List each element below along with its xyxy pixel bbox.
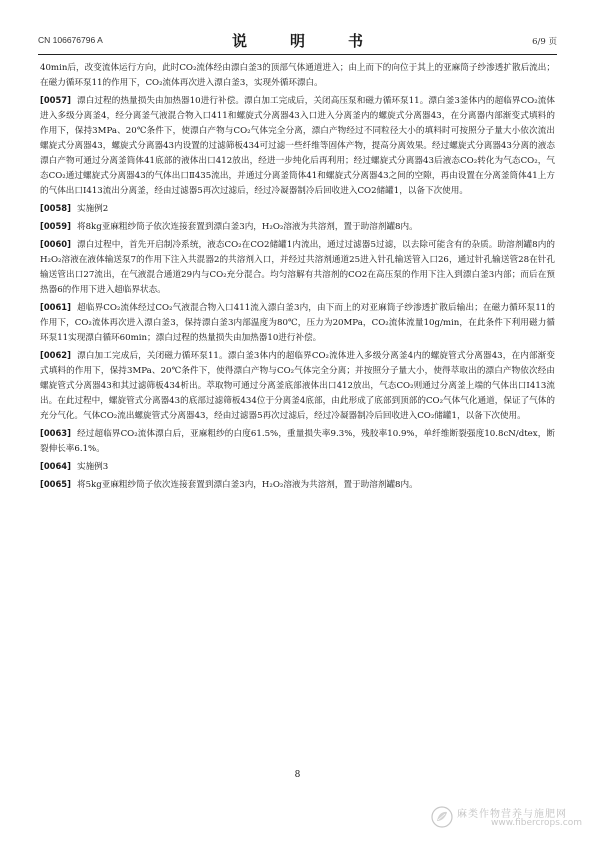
paragraph-text: 将8kg亚麻粗纱筒子依次连接套置到漂白釜3内，H₂O₂溶液为共溶剂，置于助溶剂罐8内。 — [76, 222, 418, 232]
document-body — [40, 61, 555, 495]
paragraph-number: [0059] — [40, 221, 71, 231]
paragraph-number: [0058] — [40, 203, 71, 213]
page-header — [38, 30, 557, 50]
paragraph-0063 — [40, 426, 555, 457]
paragraph-number: [0061] — [40, 302, 71, 312]
page-number: 8 — [294, 770, 301, 780]
paragraph-0061 — [40, 300, 555, 346]
paragraph-0060 — [40, 237, 555, 298]
paragraph-text: 漂白过程中，首先开启制冷系统，液态CO₂在CO2储罐1内流出，通过过滤器5过滤，以去除可能含有的杂质。助溶剂罐8内的H₂O₂溶液在液体输送泵7的作用下注入共混器2的共溶剂入口，并经过共溶剂通道25进入针孔输送管入口26，通过针孔输送管28在针孔输送管出口27流出，在气液混合通道29内与CO₂充分混合。均匀溶解有共溶剂的CO2在高压泵的作用下注入到漂白釜3内部；而后在预热器6的作用下进入超临界状态。 — [40, 240, 555, 295]
leaf-logo-icon — [431, 806, 453, 828]
paragraph-0057 — [40, 93, 555, 199]
paragraph-0059 — [40, 219, 555, 235]
paragraph-continuation — [40, 61, 555, 91]
paragraph-text: 超临界CO₂流体经过CO₂气液混合物入口411流入漂白釜3内，由下而上的对亚麻筒子纱渗透扩散后输出；在磁力循环泵11的作用下，CO₂流体再次进入漂白釜3，保持漂白釜3内部温度为80℃，压力为20MPa，CO₂流体流量10g/min，在此条件下利用磁力循环泵11实现漂白循环60min；漂白过程的热量损失由加热器10进行补偿。 — [40, 303, 555, 343]
paragraph-text: 40min后，改变流体运行方向，此时CO₂流体经由漂白釜3的顶部气体通道进入；由上而下的向位于其上的亚麻筒子纱渗透扩散后流出；在磁力循环泵11的作用下，CO₂流体再次进入漂白釜3，实现外循环漂白。 — [40, 63, 555, 88]
paragraph-text: 漂白加工完成后，关闭磁力循环泵11。漂白釜3体内的超临界CO₂流体进入多级分离釜4内的螺旋管式分离器43，在内部渐变式填料的作用下，保持3MPa、20℃条件下，使得漂白产物与CO₂气体完全分离；并按照分子量大小，使得萃取出的漂白产物依次经由螺旋管式分离器43和其过滤筛板434析出。萃取物可通过分离釜底部液体出口412放出，气态CO₂则通过分离釜上端的气体出口Ⅰ413流出。在此过程中，螺旋管式分离器43的底部过滤筛板434位于分离釜4底部，由此形成了底部到顶部的CO₂气体气化通道，保证了气体的充分气化。气体CO₂流出螺旋管式分离器43，经由过滤器5再次过滤后，经过冷凝器制冷后回收进入CO₂储罐1，以备下次使用。 — [40, 351, 555, 421]
paragraph-number: [0060] — [40, 239, 71, 249]
paragraph-number: [0065] — [40, 479, 71, 489]
paragraph-number: [0057] — [40, 95, 71, 105]
watermark-site-name: 麻类作物营养与施肥网 — [457, 809, 567, 820]
paragraph-0062 — [40, 348, 555, 424]
paragraph-text: 实施例2 — [76, 204, 109, 214]
paragraph-0064 — [40, 459, 555, 475]
paragraph-number: [0063] — [40, 428, 71, 438]
document-title: 说 明 书 — [231, 32, 377, 50]
paragraph-text: 漂白过程的热量损失由加热器10进行补偿。漂白加工完成后，关闭高压泵和磁力循环泵11。漂白釜3釜体内的超临界CO₂流体进入多级分离釜4，经分离釜气液混合物入口411和螺旋式分离器43入口进入分离釜内的螺旋式分离器43，在分离器内部渐变式填料的作用下，保持3MPa、20℃条件下，使漂白产物与CO₂气体完全分离，漂白产物经过不同粒径大小的填料时可按照分子量大小依次流出螺旋式分离器43，螺旋式分离器43内设置的过滤筛板434可过滤一些纤维等固体产物，提高分离效果。经过螺旋式分离器43分离的液态漂白产物可通过分离釜筒体41底部的液体出口412放出，经进一步纯化后再利用；经过螺旋式分离器43后液态CO₂转化为气态CO₂，气态CO₂通过螺旋式分离器43的气体出口Ⅱ435流出，并通过分离釜筒体41和螺旋式分离器43之间的空隙，再由设置在分离釜筒体41上方的气体出口Ⅰ413流出分离釜，经由过滤器5再次过滤后，经过冷凝器制冷后回收进入CO2储罐1，以备下次使用。 — [40, 96, 555, 196]
paragraph-number: [0064] — [40, 461, 71, 471]
paragraph-text: 将5kg亚麻粗纱筒子依次连接套置到漂白釜3内，H₂O₂溶液为共溶剂，置于助溶剂罐8内。 — [76, 480, 418, 490]
header-rule — [38, 54, 557, 55]
watermark-url: www.fibercrops.com — [491, 818, 582, 828]
paragraph-text: 实施例3 — [76, 462, 109, 472]
paragraph-number: [0062] — [40, 350, 71, 360]
paragraph-0065 — [40, 477, 555, 493]
site-watermark — [431, 804, 581, 830]
paragraph-text: 经过超临界CO₂流体漂白后，亚麻粗纱的白度61.5%，重量损失率9.3%，残胶率10.9%，单纤维断裂强度10.8cN/dtex，断裂伸长率6.1%。 — [40, 429, 555, 454]
patent-number: CN 106676796 A — [38, 35, 103, 45]
page-of-count: 6/9 页 — [532, 37, 557, 47]
paragraph-0058 — [40, 201, 555, 217]
